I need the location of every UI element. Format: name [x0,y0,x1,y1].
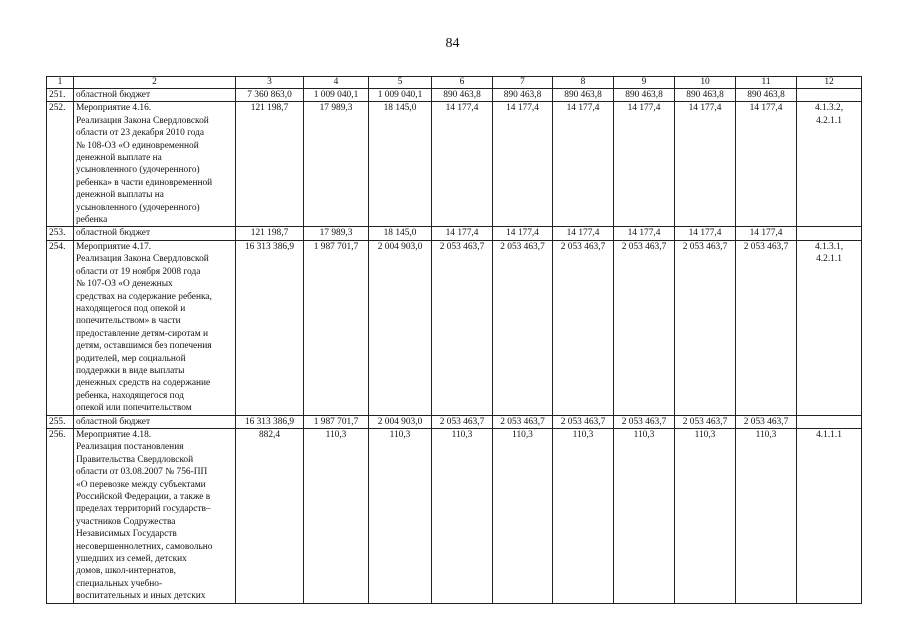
row-name-cell: областной бюджет [74,227,236,240]
value-cell: 2 053 463,7 [493,415,553,428]
value-cell [797,227,862,240]
value-cell: 14 177,4 [553,102,614,227]
value-cell: 110,3 [736,428,797,603]
row-number-cell: 254. [47,240,74,415]
header-cell: 5 [369,77,432,89]
header-cell: 7 [493,77,553,89]
row-number-cell: 251. [47,89,74,102]
header-cell: 9 [614,77,675,89]
value-cell: 2 053 463,7 [675,415,736,428]
value-cell: 2 004 903,0 [369,415,432,428]
table-body [47,77,862,604]
value-cell: 14 177,4 [493,227,553,240]
value-cell: 14 177,4 [675,102,736,227]
value-cell: 2 053 463,7 [432,240,493,415]
value-cell: 110,3 [432,428,493,603]
value-cell: 1 009 040,1 [369,89,432,102]
header-cell: 11 [736,77,797,89]
value-cell: 110,3 [304,428,369,603]
row-name-cell: Мероприятие 4.18. Реализация постановления Правительства Свердловской области от 03.08.2007 № 756-ПП «О перевозке между субъектами Российской Федерации, а также в пределах территорий государств– участников Содружества Независимых Государств несовершеннолетних, самовольно ушедших из семей, детских домов, школ-интернатов, специальных учебно- воспитательных и иных детских [74,428,236,603]
value-cell: 14 177,4 [432,227,493,240]
value-cell: 890 463,8 [736,89,797,102]
value-cell: 4.1.1.1 [797,428,862,603]
value-cell: 110,3 [553,428,614,603]
row-number-cell: 255. [47,415,74,428]
value-cell: 14 177,4 [553,227,614,240]
value-cell: 2 053 463,7 [736,240,797,415]
value-cell: 2 053 463,7 [614,240,675,415]
row-name-cell: Мероприятие 4.17. Реализация Закона Свердловской области от 19 ноября 2008 года № 107-ОЗ «О денежных средствах на содержание ребенка, находящегося под опекой и попечительством» в части предоставление детям-сиротам и детям, оставшимся без попечения родителей, мер социальной поддержки в виде выплаты денежных средств на содержание ребенка, находящегося под опекой или попечительством [74,240,236,415]
value-cell: 1 987 701,7 [304,415,369,428]
table-row [47,428,862,603]
value-cell: 2 053 463,7 [493,240,553,415]
value-cell: 14 177,4 [675,227,736,240]
table-row [47,227,862,240]
value-cell: 110,3 [614,428,675,603]
row-number-cell: 253. [47,227,74,240]
value-cell: 2 053 463,7 [614,415,675,428]
table-row [47,415,862,428]
value-cell: 110,3 [493,428,553,603]
value-cell: 890 463,8 [614,89,675,102]
header-cell: 3 [236,77,304,89]
value-cell: 18 145,0 [369,102,432,227]
header-cell: 1 [47,77,74,89]
value-cell [797,89,862,102]
header-cell: 12 [797,77,862,89]
row-name-cell: областной бюджет [74,89,236,102]
value-cell: 890 463,8 [553,89,614,102]
header-cell: 8 [553,77,614,89]
value-cell: 2 004 903,0 [369,240,432,415]
value-cell: 14 177,4 [736,227,797,240]
value-cell: 2 053 463,7 [432,415,493,428]
value-cell: 890 463,8 [432,89,493,102]
value-cell: 882,4 [236,428,304,603]
page-number: 84 [445,36,460,51]
value-cell: 16 313 386,9 [236,415,304,428]
header-cell: 6 [432,77,493,89]
value-cell [797,415,862,428]
header-cell: 4 [304,77,369,89]
value-cell: 17 989,3 [304,102,369,227]
value-cell: 7 360 863,0 [236,89,304,102]
header-cell: 2 [74,77,236,89]
value-cell: 14 177,4 [493,102,553,227]
value-cell: 16 313 386,9 [236,240,304,415]
value-cell: 4.1.3.2, 4.2.1.1 [797,102,862,227]
value-cell: 890 463,8 [493,89,553,102]
value-cell: 890 463,8 [675,89,736,102]
table-row [47,240,862,415]
value-cell: 2 053 463,7 [553,415,614,428]
header-row [47,77,862,89]
table-row [47,89,862,102]
value-cell: 121 198,7 [236,227,304,240]
value-cell: 17 989,3 [304,227,369,240]
row-number-cell: 256. [47,428,74,603]
table-row [47,102,862,227]
value-cell: 1 009 040,1 [304,89,369,102]
value-cell: 110,3 [675,428,736,603]
row-name-cell: Мероприятие 4.16. Реализация Закона Свердловской области от 23 декабря 2010 года № 108-ОЗ «О единовременной денежной выплате на усыновленного (удочеренного) ребенка» в части единовременной денежной выплаты на усыновленного (удочеренного) ребенка [74,102,236,227]
value-cell: 14 177,4 [432,102,493,227]
value-cell: 14 177,4 [614,227,675,240]
value-cell: 110,3 [369,428,432,603]
budget-table [46,76,862,604]
value-cell: 2 053 463,7 [736,415,797,428]
value-cell: 18 145,0 [369,227,432,240]
value-cell: 4.1.3.1, 4.2.1.1 [797,240,862,415]
value-cell: 2 053 463,7 [553,240,614,415]
value-cell: 14 177,4 [614,102,675,227]
value-cell: 1 987 701,7 [304,240,369,415]
header-cell: 10 [675,77,736,89]
value-cell: 2 053 463,7 [675,240,736,415]
value-cell: 121 198,7 [236,102,304,227]
row-number-cell: 252. [47,102,74,227]
value-cell: 14 177,4 [736,102,797,227]
row-name-cell: областной бюджет [74,415,236,428]
